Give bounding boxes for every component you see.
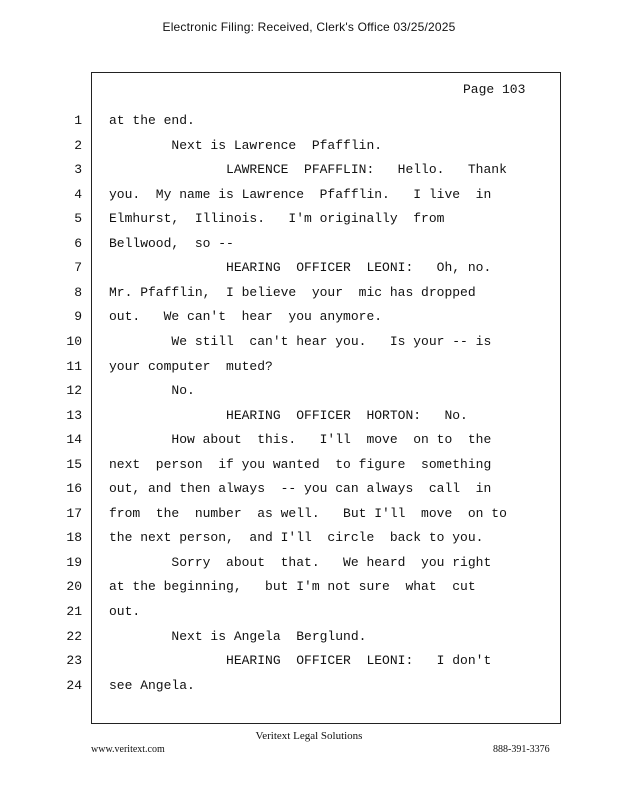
footer-website: www.veritext.com (91, 744, 165, 755)
line-number: 6 (74, 236, 82, 251)
line-number: 19 (66, 555, 82, 570)
line-number: 13 (66, 408, 82, 423)
transcript-line: Elmhurst, Illinois. I'm originally from (109, 211, 445, 226)
transcript-line: How about this. I'll move on to the (109, 432, 492, 447)
page-number: Page 103 (463, 82, 526, 97)
transcript-line: see Angela. (109, 678, 195, 693)
transcript-line: out, and then always -- you can always call in (109, 481, 492, 496)
transcript-line: HEARING OFFICER LEONI: Oh, no. (109, 260, 492, 275)
line-number: 8 (74, 285, 82, 300)
line-number: 24 (66, 678, 82, 693)
transcript-line: HEARING OFFICER HORTON: No. (109, 408, 468, 423)
transcript-line: Sorry about that. We heard you right (109, 555, 492, 570)
transcript-line: Mr. Pfafflin, I believe your mic has dropped (109, 285, 476, 300)
line-number: 7 (74, 260, 82, 275)
footer-company: Veritext Legal Solutions (255, 730, 363, 742)
line-number: 12 (66, 383, 82, 398)
transcript-line: HEARING OFFICER LEONI: I don't (109, 653, 492, 668)
transcript-line: out. (109, 604, 141, 619)
transcript-line: from the number as well. But I'll move on to (109, 506, 507, 521)
filing-stamp: Electronic Filing: Received, Clerk's Office 03/25/2025 (162, 20, 456, 34)
line-number: 1 (74, 113, 82, 128)
line-number: 5 (74, 211, 82, 226)
transcript-line: the next person, and I'll circle back to you. (109, 530, 484, 545)
line-number: 4 (74, 187, 82, 202)
line-number: 17 (66, 506, 82, 521)
transcript-line: next person if you wanted to figure something (109, 457, 492, 472)
transcript-line: out. We can't hear you anymore. (109, 309, 383, 324)
line-number: 10 (66, 334, 82, 349)
transcript-line: We still can't hear you. Is your -- is (109, 334, 492, 349)
line-number: 23 (66, 653, 82, 668)
line-number: 22 (66, 629, 82, 644)
transcript-line: Bellwood, so -- (109, 236, 234, 251)
transcript-line: LAWRENCE PFAFFLIN: Hello. Thank (109, 162, 507, 177)
line-number: 18 (66, 530, 82, 545)
line-number: 20 (66, 579, 82, 594)
transcript-line: at the beginning, but I'm not sure what cut (109, 579, 476, 594)
transcript-line: at the end. (109, 113, 195, 128)
footer-phone: 888-391-3376 (493, 744, 550, 755)
line-number: 16 (66, 481, 82, 496)
line-number: 3 (74, 162, 82, 177)
line-number: 11 (66, 359, 82, 374)
transcript-line: No. (109, 383, 195, 398)
transcript-line: you. My name is Lawrence Pfafflin. I live in (109, 187, 492, 202)
line-number: 15 (66, 457, 82, 472)
transcript-line: Next is Lawrence Pfafflin. (109, 138, 383, 153)
transcript-line: Next is Angela Berglund. (109, 629, 367, 644)
line-number: 9 (74, 309, 82, 324)
line-number: 2 (74, 138, 82, 153)
line-number: 21 (66, 604, 82, 619)
line-number: 14 (66, 432, 82, 447)
transcript-line: your computer muted? (109, 359, 273, 374)
